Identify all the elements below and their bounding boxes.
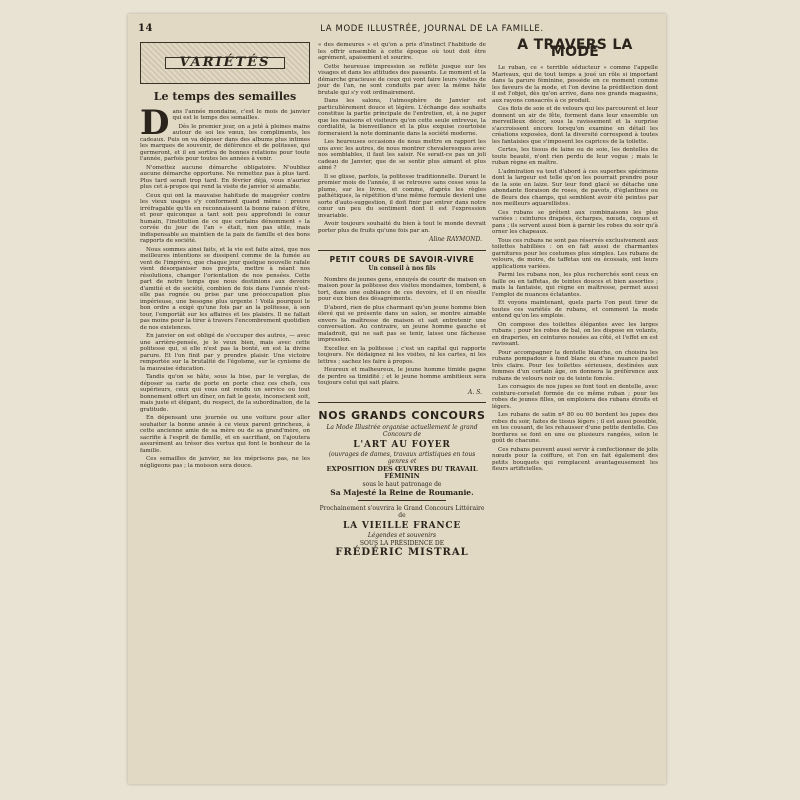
concours-legend: Légendes et souvenirs [367,531,437,539]
paragraph: Et voyons maintenant, quels parts l'on peut tirer de toutes ces variétés de rubans, et comment la mode entend qu'on les emploie. [492,300,658,319]
paragraph: Les heureuses occasions de nous mettre en rapport les uns avec les autres, de nous montrer chevaleresques avec nos semblables, il faut les saisir. Ne serait-ce pas un joli cadeau de Janvier, que de se sentir plus aimant et plus aimé ? [318,139,486,171]
concours-queen: Sa Majesté la Reine de Roumanie. [330,487,474,497]
paragraph: En dépensant une journée ou une voiture pour aller souhaiter la bonne année à ce vieux parent grincheux, à cette ancienne amie de sa mère ou de sa grand'mère, on sacrifie à l'esprit de famille, et en sacrifiant, on l'ajoutera assurément au trésor des vertus qui font le bonheur de la famille. [140,415,310,454]
concours-presidence: SOUS LA PRÉSIDENCE DE [359,539,445,547]
author-initials: A. S. [468,388,482,396]
paragraph: N'omettez aucune démarche obligatoire. N'oubliez aucune démarche opportune. Ne remettez pas à plus tard. Plus tard serait trop tard. En février déjà, vous n'auriez plus cet à-propos qui rend la visite de janvier si aimable. [140,164,310,190]
concours-president: FRÉDÉRIC MISTRAL [335,546,469,558]
divider [318,402,486,403]
paragraph: Ces flots de soie et de velours qui les parcourent et leur donnent un air de fête, forment dans leur ensemble un merveilleux décor, sous la ravissement et la surprise s'accroissent encore lorsqu'on examine en détail les créations exposées, dont la diversité correspond à toutes les fantaisies que s'imposent les caprices de la toilette. [492,106,658,145]
paragraph: Cette heureuse impression se reflète jusque sur les visages et dans les attitudes des passants. Le moment et la démarche gracieuse de ceux qui vont faire leurs visites de jour de l'an, ne sont conduits par avec la même hâte brutale qui s'y voit ordinairement. [318,63,486,96]
concours-desc: (ouvrages de dames, travaux artistiques en tous genres et [328,450,476,465]
paragraph: Dès le premier jour, on a jeté à pleines mains autour de soi les vœux, les compliments, les cadeaux. Puis on va déposer dans des albums plus intimes les marques de souvenir, de déférence et de politesse, qui germeront, et il en sortira de bonnes relations pour toute l'année, parfois pour toutes les années à venir. [140,123,310,162]
paragraph: « des demeures » et qu'on a pris d'instinct l'habitude de les offrir ensemble à cette époque où tout doit être agrément, apaisement et sourire. [318,42,486,61]
article-title-semailles: Le temps des semailles [153,90,297,103]
section-title-mode: A TRAVERS LA MODE [517,37,633,60]
paragraph: Ceux qui ont la mauvaise habitude de maugréer contre les vieux usages s'y conforment quand même : preuve irréfragable qu'ils en reconnaissent la bonne raison d'être, et pour quiconque a tant soit peu approfondi le cœur humain, l'institution de ce que certains dénomment « la corvée du jour de l'an » était, non pas utile, mais indispensable au maintien de la paix de famille et des bons rapports de société. [140,192,310,244]
paragraph: Les rubans de satin nº 80 ou 60 bordent les jupes des robes du soir, faites de tissus légers ; il est aussi possible, en les cousant, de les rehausser d'une petite dentelle. Ces bordures se font en une ou plusieurs rangées, selon le goût de chacune. [492,412,658,444]
paragraph: Tous ces rubans ne sont pas réservés exclusivement aux toilettes habillées : on en fait aussi de charmantes garnitures pour les costumes plus simples. Les rubans de velours, de moire, de taffetas uni ou écossais, ont leurs applications variées. [492,237,658,270]
paragraph: Nombre de jeunes gens, ennuyés de courir de maison en maison pour la politesse des visites mondaines, tombent, à tort, dans une oubliance de ces devoirs, et il en résulte pour eux bien des désagréments. [318,276,486,302]
column-left [140,42,310,471]
paragraph: Excellez en la politesse ; c'est un capital qui rapporte toujours. Ne dédaignez ni les visites, ni les cartes, ni les lettres ; sachez les faire à propos. [318,345,486,365]
paragraph: Le ruban, ce « terrible séducteur » comme l'appelle Marivaux, qui de tout temps a joué un rôle si important dans la parure féminine, possède en ce moment comme les faveurs de la mode, et l'on devine la prédilection dont il est l'objet, dès qu'on arrive, dans nos grands magasins, aux rayons consacrés à ce produit. [492,65,658,104]
author-signature: Aline RAYMOND. [429,236,482,243]
paragraph: Ces semailles de janvier, ne les méprisons pas, ne les négligeons pas ; la moisson sera douce. [140,456,310,469]
paragraph: Parmi les rubans non, les plus recherchés sont ceux en faille ou en taffetas, de teintes douces et bien assorties ; mais la fantaisie, qui règne en maîtresse, permet aussi l'emploi de nuances éclatantes. [492,272,658,298]
paragraph: D'abord, rien de plus charmant qu'un jeune homme bien élevé qui se présente dans un salon, se montre aimable envers la maîtresse de maison et sait entretenir une conversation. Au contraire, un jeune homme gauche et maladroit, qui ne sait pas se tenir, laisse une fâcheuse impression. [318,304,486,343]
paragraph: Dans les salons, l'atmosphère de Janvier est particulièrement douce et légère. L'échange des souhaits constitue la partie principale de l'entretien, et, à ne juger que les maisons et visiteurs qu'on cette seule entrevue, la cordialité, la bienveillance et la plus exquise courtoisie formeraient la note dominante dans la société moderne. [318,98,486,137]
running-header [138,23,656,37]
article-lead: Dans l'année mondaine, c'est le mois de janvier qui est le temps des semailles. [140,102,310,143]
varietes-label: VARIÉTÉS [165,57,286,70]
paragraph: Avoir toujours souhaité du bien à tout le monde devrait porter plus de fruits qu'une fois par an. [318,221,486,234]
page-number: 14 [138,23,154,34]
paragraph: Nous sommes ainsi faits, et la vie est faite ainsi, que nos meilleures intentions se dissipent comme de la fumée au vent de l'imprévu, que chaque jour quelque nouvelle rafale vient désorganiser nos projets, mettre à néant nos résolutions, changer l'orientation de nos pensées. Cette part de notre temps que nous destinions aux devoirs d'amitié et de société, combien de fois dans l'année n'est-elle pas rognée ou prise par une préoccupation plus impérieuse, une besogne plus urgente ! Voilà pourquoi le bon ordre a exigé qu'une fois par an la politesse, à son tour, l'emportât sur les affaires et les plaisirs. Il ne fallait pas moins pour la tirer à travers l'encombrement quotidien de nos existences. [140,246,310,331]
concours-name: L'ART AU FOYER [353,439,451,450]
concours-literary-name: LA VIEILLE FRANCE [342,520,462,531]
divider [358,500,446,501]
paragraph: Heureux et malheureux, le jeune homme timide gagne de perdre sa timidité ; et le jeune homme ambitieux sera toujours celui qui sait plaire. [318,367,486,386]
paragraph: Tandis qu'on se hâte, sous la bise, par le verglas, de déposer sa carte de porte en porte chez ces chefs, ces supérieurs, ceux qui vous ont rendu un service ou tout bonnement offert un dîner, on fait le geste, inconscient soit, mais juste et élégant, du respect, de la subordination, de la gratitude. [140,374,310,413]
paragraph: Ces rubans se prêtent aux combinaisons les plus variées : ceintures drapées, écharpes, nœuds, coques et pans ; ils servent aussi bien à garnir les robes du soir qu'à orner les chapeaux. [492,209,658,235]
section-subtitle: Un conseil à nos fils [368,265,436,272]
concours-intro: La Mode Illustrée organise actuellement le grand Concours de [326,423,478,438]
dropcap-letter: D [140,102,170,143]
paragraph: Ces rubans peuvent aussi servir à confectionner de jolis nœuds pour la coiffure, et l'on en fait également des petits bouquets qui remplacent avantageusement les fleurs artificielles. [492,446,658,472]
divider [318,250,486,251]
concours-patronage: sous le haut patronage de [362,480,442,488]
paragraph: L'admiration va tout d'abord à ces superbes spécimens dont la largeur est telle qu'on les pourrait prendre pour de la soie en laize. Sur leur fond glacé se détache une abondante floraison de roses, de pavots, d'églantines ou de fleurs des champs, qui semblent avoir été peintes par nos meilleurs aquarellistes. [492,168,658,207]
column-middle [318,42,486,558]
concours-exposition: EXPOSITION DES ŒUVRES DU TRAVAIL FÉMININ [326,464,478,480]
section-title-savoir-vivre: PETIT COURS DE SAVOIR-VIVRE [329,254,475,264]
concours-next: Prochainement s'ouvrira le Grand Concours Littéraire de [319,504,485,519]
paragraph: Pour accompagner la dentelle blanche, on choisira les rubans pompadour à fond blanc ou d'une nuance pastel très claire. Pour les toilettes sérieuses, destinées aux femmes d'un certain âge, on donnera la préférence aux rubans de velours noir ou de teinte foncée. [492,349,658,382]
paragraph: Les corsages de nos jupes se font tout en dentelle, avec ceinture-corselet formée de ce même ruban ; pour les robes de jeunes filles, on emploiera des rubans étroits et légers. [492,384,658,410]
varietes-banner [140,42,310,84]
paragraph: En janvier on est obligé de s'occuper des autres, — avec une arrière-pensée, je le veux bien, mais avec cette politesse qui, si elle n'est pas la bonté, en est la divine parure. Et l'on finit par y prendre plaisir. Une victoire remportée sur la brutalité de l'égoïsme, sur le cynisme de la mauvaise éducation. [140,333,310,372]
paragraph: On compose des toilettes élégantes avec les larges rubans ; pour les robes de bal, on les dispose en volants, en draperies, en ceintures nouées au côté, et l'effet en est ravissant. [492,321,658,347]
running-title: LA MODE ILLUSTRÉE, JOURNAL DE LA FAMILLE. [320,24,544,34]
paragraph: Il se glisse, parfois, la politesse traditionnelle. Durant le premier mois de l'année, il se retrouve sans cesse sous la plume, sur les livres, et comme, d'après les règles pathétiques, la répétition d'une même formule devient une sorte d'auto-suggestion, il doit finir par entrer dans notre cœur un peu du sentiment dont il est l'expression invariable. [318,173,486,219]
paragraph: Certes, les tissus de laine ou de soie, les dentelles de toute beauté, n'ont rien perdu de leur vogue ; mais le ruban règne en maître. [492,147,658,166]
magazine-page [128,14,666,784]
section-title-concours: NOS GRANDS CONCOURS [318,409,486,422]
column-right [492,37,658,475]
concours-announcement [318,424,486,556]
